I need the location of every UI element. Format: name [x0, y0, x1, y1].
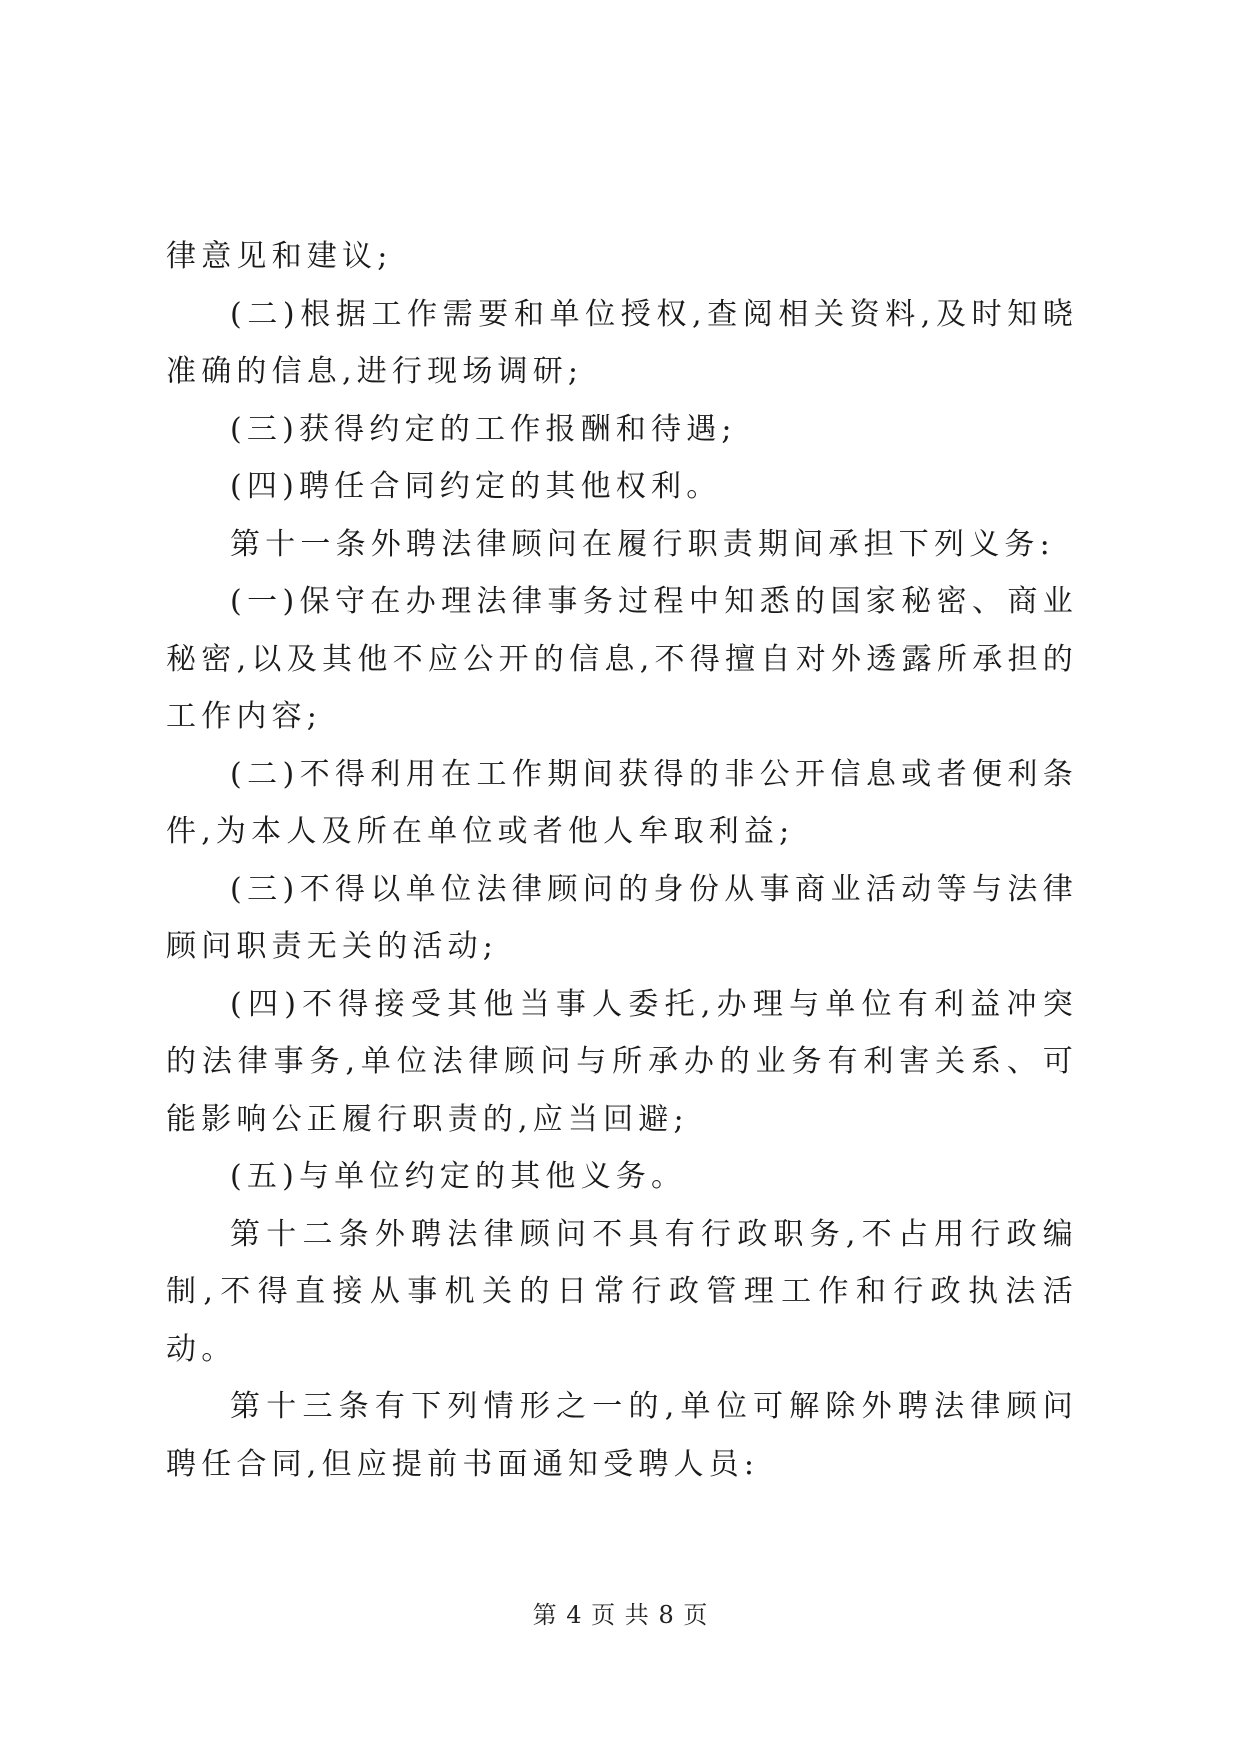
paragraph-6: (一)保守在办理法律事务过程中知悉的国家秘密、商业秘密,以及其他不应公开的信息,不得擅自对外透露所承担的工作内容;: [166, 584, 1078, 734]
paragraph-12: 第十三条有下列情形之一的,单位可解除外聘法律顾问聘任合同,但应提前书面通知受聘人员:: [166, 1389, 1078, 1482]
paragraph-9: (四)不得接受其他当事人委托,办理与单位有利益冲突的法律事务,单位法律顾问与所承办的业务有利害关系、可能影响公正履行职责的,应当回避;: [166, 986, 1078, 1137]
paragraph-10: (五)与单位约定的其他义务。: [230, 1159, 687, 1194]
page-number: 第 4 页 共 8 页: [532, 1601, 709, 1629]
paragraph-4: (四)聘任合同约定的其他权利。: [230, 469, 722, 504]
paragraph-11: 第十二条外聘法律顾问不具有行政职务,不占用行政编制,不得直接从事机关的日常行政管理工作和行政执法活动。: [166, 1216, 1078, 1367]
paragraph-8: (三)不得以单位法律顾问的身份从事商业活动等与法律顾问职责无关的活动;: [166, 871, 1078, 964]
paragraph-7: (二)不得利用在工作期间获得的非公开信息或者便利条件,为本人及所在单位或者他人牟取利益;: [166, 756, 1078, 849]
paragraph-1: 律意见和建议;: [166, 239, 393, 274]
page-footer: [0, 1600, 1241, 1630]
paragraph-3: (三)获得约定的工作报酬和待遇;: [230, 411, 737, 447]
document-body: [166, 228, 1078, 1493]
paragraph-2: (二)根据工作需要和单位授权,查阅相关资料,及时知晓准确的信息,进行现场调研;: [166, 296, 1078, 389]
paragraph-5: 第十一条外聘法律顾问在履行职责期间承担下列义务:: [230, 526, 1055, 562]
